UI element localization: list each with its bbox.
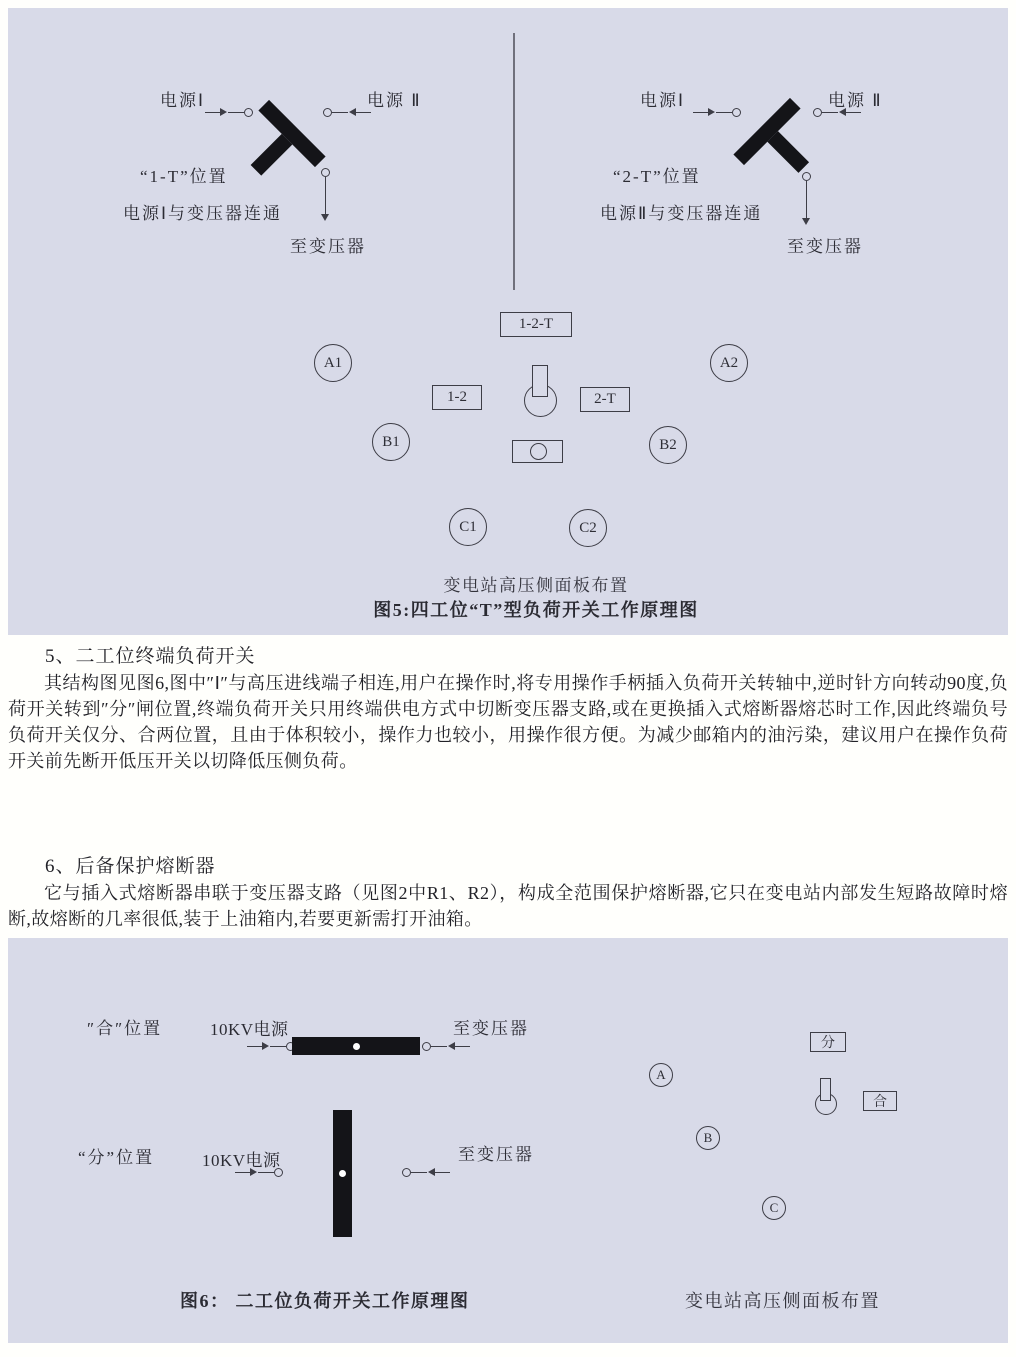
switch-blade-closed [292, 1037, 420, 1055]
fig6-closed-source-contact-symbol [247, 1042, 295, 1051]
section6-heading: 6、后备保护熔断器 [45, 856, 216, 877]
fig6-closed-to-transformer-label: 至变压器 [453, 1019, 529, 1038]
fig5-right-source1-label: 电源Ⅰ [640, 91, 686, 110]
arrow-left-icon [355, 112, 371, 114]
terminal-a: A [649, 1063, 673, 1087]
indicator-circle-icon [530, 443, 547, 460]
arrow-right-icon [693, 112, 709, 114]
indicator-window [512, 440, 563, 463]
panel-box-closed: 合 [863, 1091, 897, 1111]
contact-node-icon [274, 1168, 283, 1177]
fig5-left-source2-contact-symbol [323, 108, 371, 117]
terminal-a2: A2 [710, 344, 748, 382]
arrow-left-icon [454, 1046, 470, 1048]
panel-box-open: 分 [810, 1032, 846, 1052]
arrow-right-icon [235, 1172, 251, 1174]
figure6-panel [8, 938, 1008, 1343]
wire [270, 1046, 286, 1048]
arrow-right-icon [205, 112, 221, 114]
operating-knob-handle [820, 1078, 831, 1101]
fig6-open-source-label: 10KV电源 [202, 1151, 281, 1170]
t-switch-stem [250, 134, 292, 176]
wire [411, 1172, 427, 1174]
terminal-b1: B1 [372, 423, 410, 461]
section5-paragraph: 其结构图见图6,图中″Ⅰ″与高压进线端子相连,用户在操作时,将专用操作手柄插入负荷开关转轴中,逆时针方向转动90度,负荷开关转到″分″闸位置,终端负荷开关只用终端供电方式中切断变压器支路,或在更换插入式熔断器熔芯时工作,因此终端负号负荷开关仅分、合两位置，且由于体积较小，操作力也较小，用操作很方便。为减少邮箱内的油污染，建议用户在操作负荷开关前先断开低压开关以切降低压侧负荷。 [8, 673, 1008, 771]
wire [822, 112, 838, 114]
fig6-closed-position-label: ″合″位置 [87, 1019, 163, 1038]
fig5-left-connection-label: 电源Ⅰ与变压器连通 [123, 204, 283, 223]
arrow-left-icon [434, 1172, 450, 1174]
arrow-down-icon [806, 181, 808, 219]
contact-node-icon [323, 108, 332, 117]
wire [431, 1046, 447, 1048]
divider-line [513, 33, 515, 290]
terminal-c: C [762, 1196, 786, 1220]
contact-node-icon [402, 1168, 411, 1177]
wire [258, 1172, 274, 1174]
fig5-right-connection-label: 电源Ⅱ与变压器连通 [600, 204, 763, 223]
contact-node-icon [422, 1042, 431, 1051]
fig6-open-source-contact-symbol [235, 1168, 283, 1177]
fig6-open-transformer-contact-symbol [402, 1168, 450, 1177]
fig5-left-source1-label: 电源Ⅰ [160, 91, 206, 110]
fig5-right-source2-contact-symbol [813, 108, 861, 117]
wire [332, 112, 348, 114]
fig6-title: 图6： 二工位负荷开关工作原理图 [180, 1291, 470, 1311]
fig6-closed-transformer-contact-symbol [422, 1042, 470, 1051]
contact-node-icon [813, 108, 822, 117]
contact-node-icon [321, 168, 330, 177]
fig5-panel-caption: 变电站高压侧面板布置 [443, 576, 629, 595]
fig6-open-position-label: “分”位置 [78, 1148, 155, 1167]
section5-heading: 5、二工位终端负荷开关 [45, 646, 256, 667]
figure5-panel [8, 8, 1008, 635]
section6-paragraph: 它与插入式熔断器串联于变压器支路（见图2中R1、R2），构成全范围保护熔断器,它只在变电站内部发生短路故障时熔断,故熔断的几率很低,装于上油箱内,若要更新需打开油箱。 [8, 883, 1008, 929]
terminal-a1: A1 [314, 344, 352, 382]
fig5-right-source1-contact-symbol [693, 108, 741, 117]
fig6-open-to-transformer-label: 至变压器 [458, 1145, 534, 1164]
terminal-c2: C2 [569, 509, 607, 547]
terminal-b2: B2 [649, 426, 687, 464]
panel-box-1-2: 1-2 [432, 385, 482, 410]
panel-box-2-t: 2-T [580, 387, 630, 412]
fig5-left-to-transformer-label: 至变压器 [290, 237, 366, 256]
wire [228, 112, 244, 114]
switch-blade-open [333, 1110, 352, 1237]
fig5-right-source2-label: 电源 Ⅱ [828, 91, 883, 110]
fig5-title: 图5:四工位“T”型负荷开关工作原理图 [373, 600, 699, 620]
contact-node-icon [802, 172, 811, 181]
contact-node-icon [732, 108, 741, 117]
fig6-closed-source-label: 10KV电源 [210, 1020, 289, 1039]
t-switch-stem [767, 132, 809, 174]
arrow-right-icon [247, 1046, 263, 1048]
fig5-right-transformer-contact-symbol [802, 172, 811, 219]
terminal-b: B [696, 1126, 720, 1150]
fig5-left-position-label: “1-T”位置 [140, 167, 228, 186]
wire [716, 112, 732, 114]
arrow-down-icon [325, 177, 327, 215]
fig5-left-source2-label: 电源 Ⅱ [367, 91, 422, 110]
operating-knob-handle [532, 365, 548, 397]
fig5-right-position-label: “2-T”位置 [613, 167, 701, 186]
fig5-right-to-transformer-label: 至变压器 [787, 237, 863, 256]
fig6-panel-caption: 变电站高压侧面板布置 [685, 1291, 880, 1311]
fig5-left-transformer-contact-symbol [321, 168, 330, 215]
terminal-c1: C1 [449, 508, 487, 546]
fig5-left-source1-contact-symbol [205, 108, 253, 117]
panel-box-1-2-t: 1-2-T [500, 312, 572, 337]
arrow-left-icon [845, 112, 861, 114]
